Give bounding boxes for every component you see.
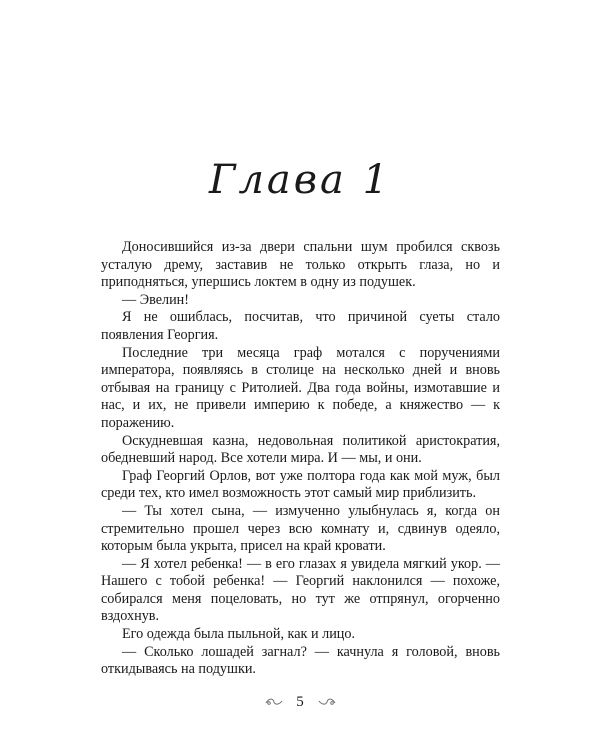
paragraph: Я не ошиблась, посчитав, что причиной суеты стало появления Георгия.	[101, 309, 500, 343]
floral-scroll-icon	[318, 697, 336, 707]
chapter-title: Глава 1	[208, 157, 392, 203]
floral-scroll-icon	[265, 697, 283, 707]
paragraph: Доносившийся из-за двери спальни шум пробился сквозь усталую дрему, заставив не только открыть глаза, но и приподняться, упершись локтем в одну из подушек.	[101, 239, 500, 291]
paragraph: Граф Георгий Орлов, вот уже полтора года как мой муж, был среди тех, кто имел возможность этот самый мир приблизить.	[101, 467, 500, 502]
paragraph: — Я хотел ребенка! — в его глазах я увидела мягкий укор. — Нашего с тобой ребенка! — Георгий наклонился — похоже, собирался меня поцеловать, но тут же отпрянул, огорченно вздохнув.	[101, 555, 500, 625]
paragraph: Оскудневшая казна, недовольная политикой аристократия, обедневший народ. Все хотели мира. И — мы, и они.	[101, 432, 500, 467]
paragraph: — Эвелин!	[122, 291, 190, 308]
paragraph: — Сколько лошадей загнал? — качнула я головой, вновь откидываясь на подушки.	[101, 643, 500, 678]
body-text	[101, 239, 500, 679]
paragraph: Его одежда была пыльной, как и лицо.	[122, 626, 356, 643]
paragraph: Последние три месяца граф мотался с поручениями императора, появляясь в столице на несколько дней и вновь отбывая на границу с Ритолией. Два года войны, измотавшие и нас, и их, не привели империю к победе, а княжество — к поражению.	[101, 344, 500, 431]
page-number: 5	[296, 693, 304, 710]
page-footer	[0, 691, 600, 712]
paragraph: — Ты хотел сына, — измученно улыбнулась я, когда он стремительно прошел через всю комнату и, сдвинув одеяло, которым была укрыта, присел на край кровати.	[101, 502, 500, 555]
